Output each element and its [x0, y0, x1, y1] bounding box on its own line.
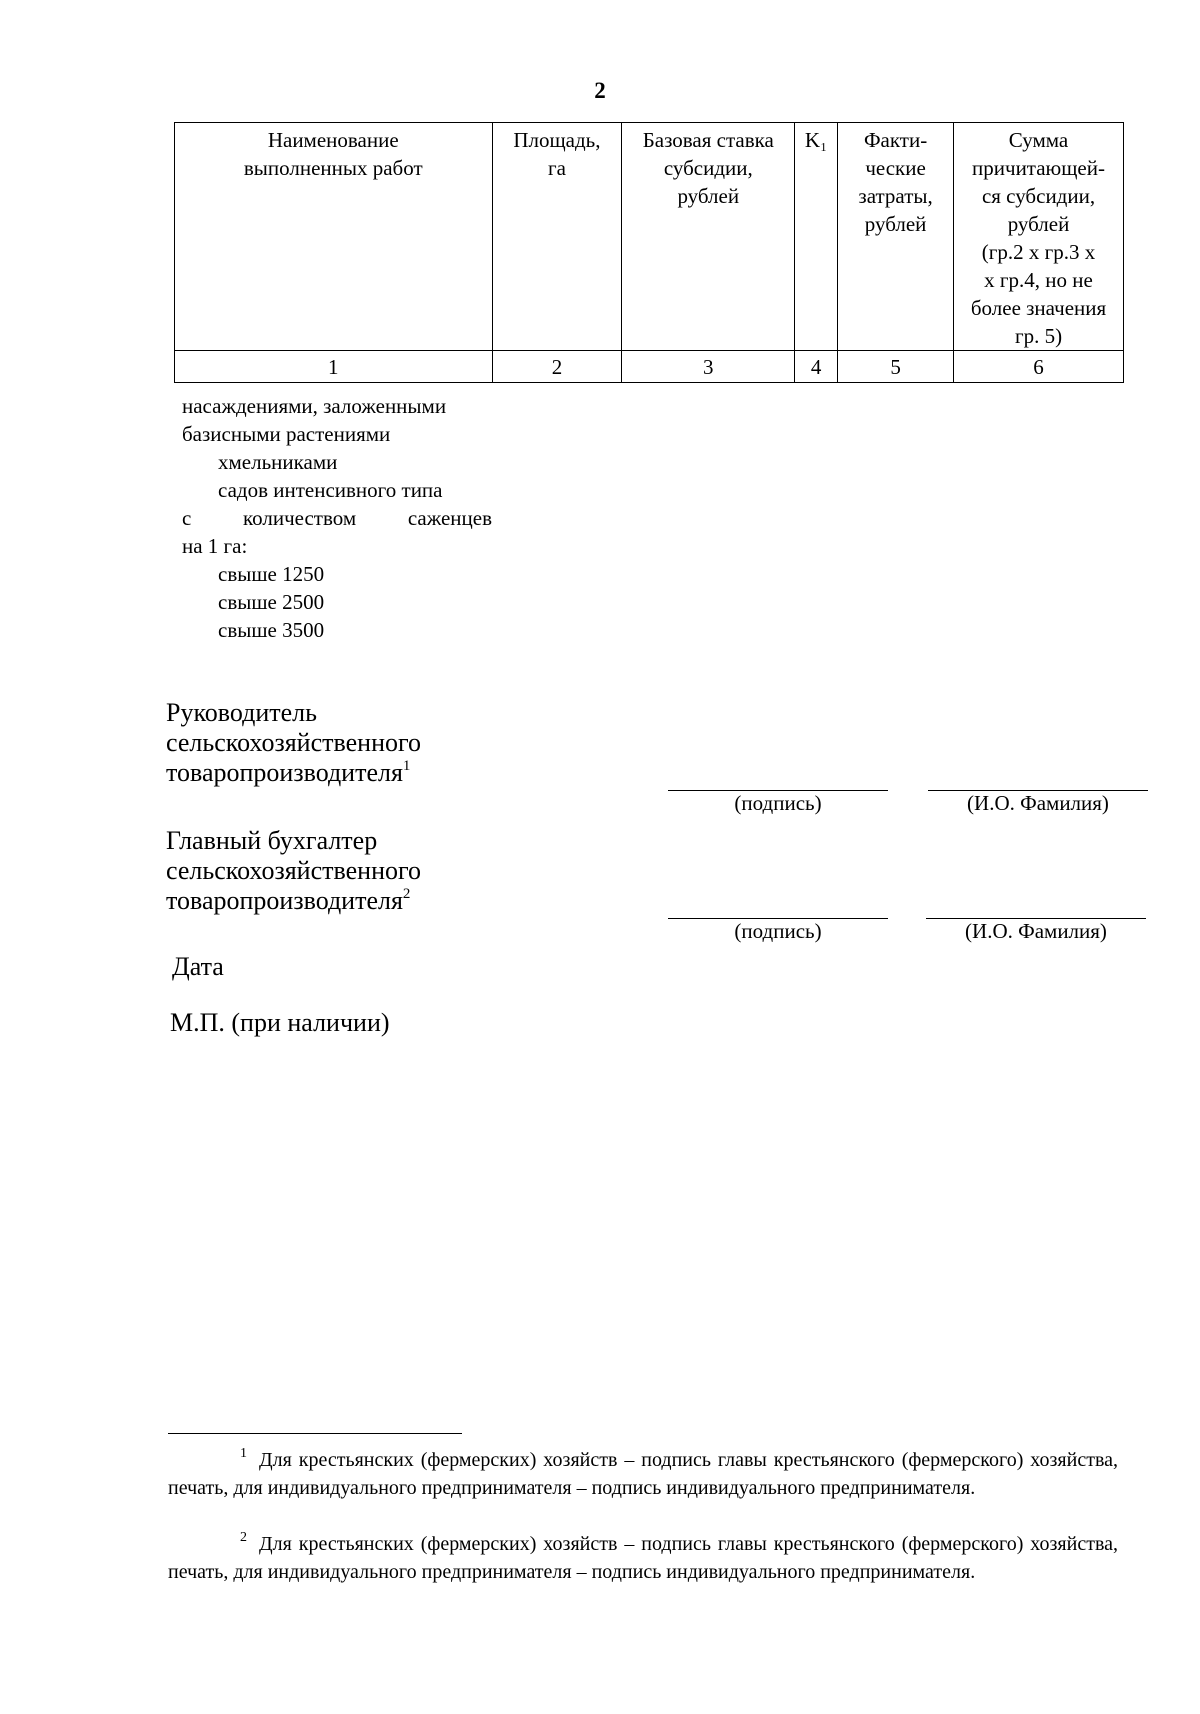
column-number: 2	[492, 351, 622, 383]
footnote-2	[168, 1530, 1118, 1586]
head-name-line	[928, 790, 1148, 816]
work-line: базисными растениями	[182, 422, 391, 446]
work-line: с количеством саженцев	[182, 506, 492, 530]
work-line: на 1 га:	[182, 534, 248, 558]
column-number: 3	[622, 351, 795, 383]
column-number-row	[175, 351, 1124, 383]
work-list	[182, 392, 492, 644]
table-header-row	[175, 123, 1124, 351]
column-number: 1	[175, 351, 493, 383]
column-number: 6	[954, 351, 1124, 383]
head-title: Руководитель сельскохозяйственного товаропроизводителя$^1$	[166, 698, 421, 787]
footnote-1	[168, 1446, 1118, 1502]
accountant-name-line	[926, 918, 1146, 944]
work-item: свыше 1250	[218, 562, 325, 586]
header-actual-costs: Факти- ческие затраты, рублей	[838, 123, 954, 351]
accountant-signature-line	[668, 918, 888, 944]
signature-label: (подпись)	[734, 791, 822, 815]
work-line: хмельниками	[218, 450, 338, 474]
footnote-divider	[168, 1433, 462, 1434]
date-label: Дата	[172, 952, 224, 981]
footnote-ref: 1	[402, 758, 411, 774]
work-item: свыше 3500	[218, 618, 325, 642]
page-number: 2	[594, 78, 606, 103]
column-number: 5	[838, 351, 954, 383]
name-label: (И.О. Фамилия)	[967, 791, 1109, 815]
signature-label: (подпись)	[734, 919, 822, 943]
footnote-ref: 2	[402, 886, 411, 902]
footnote-marker: 2	[240, 1530, 247, 1545]
work-line: насаждениями, заложенными	[182, 394, 447, 418]
accountant-title: Главный бухгалтер сельскохозяйственного товаропроизводителя$^2$	[166, 826, 421, 915]
subsidy-table	[174, 122, 1124, 383]
name-label: (И.О. Фамилия)	[965, 919, 1107, 943]
work-item: свыше 2500	[218, 590, 325, 614]
header-work-name: Наименование выполненных работ	[175, 123, 493, 351]
header-subsidy-amount: Сумма причитающей- ся субсидии, рублей (гр.2 х гр.3 х х гр.4, но не более значения гр. 5)	[954, 123, 1124, 351]
footnote-text: Для крестьянских (фермерских) хозяйств – подпись главы крестьянского (фермерского) хозяйства, печать, для индивидуального предпринимателя – подпись индивидуального предпринимателя.	[168, 1449, 1118, 1499]
header-base-rate: Базовая ставка субсидии, рублей	[622, 123, 795, 351]
stamp-label: М.П. (при наличии)	[170, 1008, 390, 1037]
work-line: садов интенсивного типа	[218, 478, 443, 502]
header-k1: K₁	[795, 123, 838, 351]
column-number: 4	[795, 351, 838, 383]
head-signature-line	[668, 790, 888, 816]
header-area: Площадь, га	[492, 123, 622, 351]
footnote-marker: 1	[240, 1446, 247, 1461]
footnote-text: Для крестьянских (фермерских) хозяйств – подпись главы крестьянского (фермерского) хозяйства, печать, для индивидуального предпринимателя – подпись индивидуального предпринимателя.	[168, 1533, 1118, 1583]
